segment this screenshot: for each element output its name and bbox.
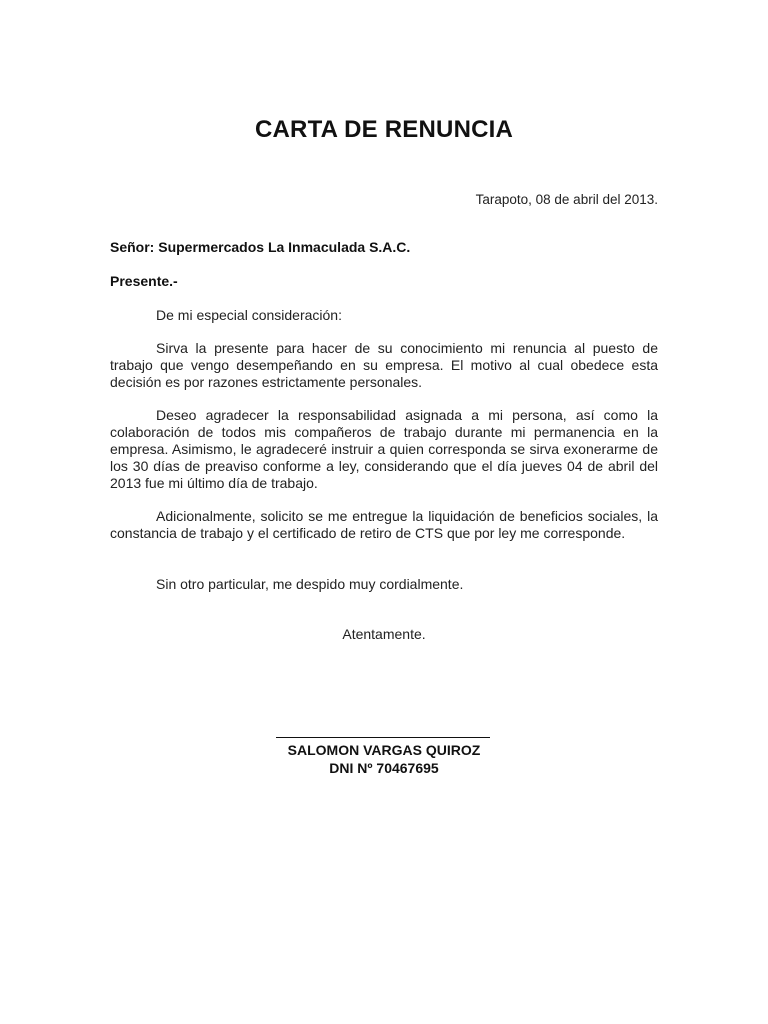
signature-name: SALOMON VARGAS QUIROZ: [287, 742, 481, 758]
signature-line: [276, 737, 490, 738]
letter-presente: Presente.-: [110, 273, 178, 289]
letter-paragraph-4: Sin otro particular, me despido muy cordialmente.: [156, 576, 464, 592]
letter-paragraph-1: Sirva la presente para hacer de su conocimiento mi renuncia al puesto de trabajo que vengo desempeñando en su empresa. El motivo al cual obedece esta decisión es por razones estrictamente personales.: [110, 340, 658, 390]
letter-closing: Atentamente.: [342, 626, 426, 642]
letter-title: CARTA DE RENUNCIA: [254, 116, 514, 143]
letter-paragraph-3: Adicionalmente, solicito se me entregue la liquidación de beneficios sociales, la constancia de trabajo y el certificado de retiro de CTS que por ley me corresponde.: [110, 508, 658, 541]
letter-date: Tarapoto, 08 de abril del 2013.: [475, 192, 658, 207]
signature-dni: DNI Nº 70467695: [329, 760, 439, 776]
letter-salutation: De mi especial consideración:: [156, 307, 342, 323]
letter-recipient: Señor: Supermercados La Inmaculada S.A.C.: [110, 239, 411, 255]
letter-paragraph-2: Deseo agradecer la responsabilidad asignada a mi persona, así como la colaboración de todos mis compañeros de trabajo durante mi permanencia en la empresa. Asimismo, le agradeceré instruir a quien corresponda se sirva exonerarme de los 30 días de preaviso conforme a ley, considerando que el día jueves 04 de abril del 2013 fue mi último día de trabajo.: [110, 407, 658, 491]
